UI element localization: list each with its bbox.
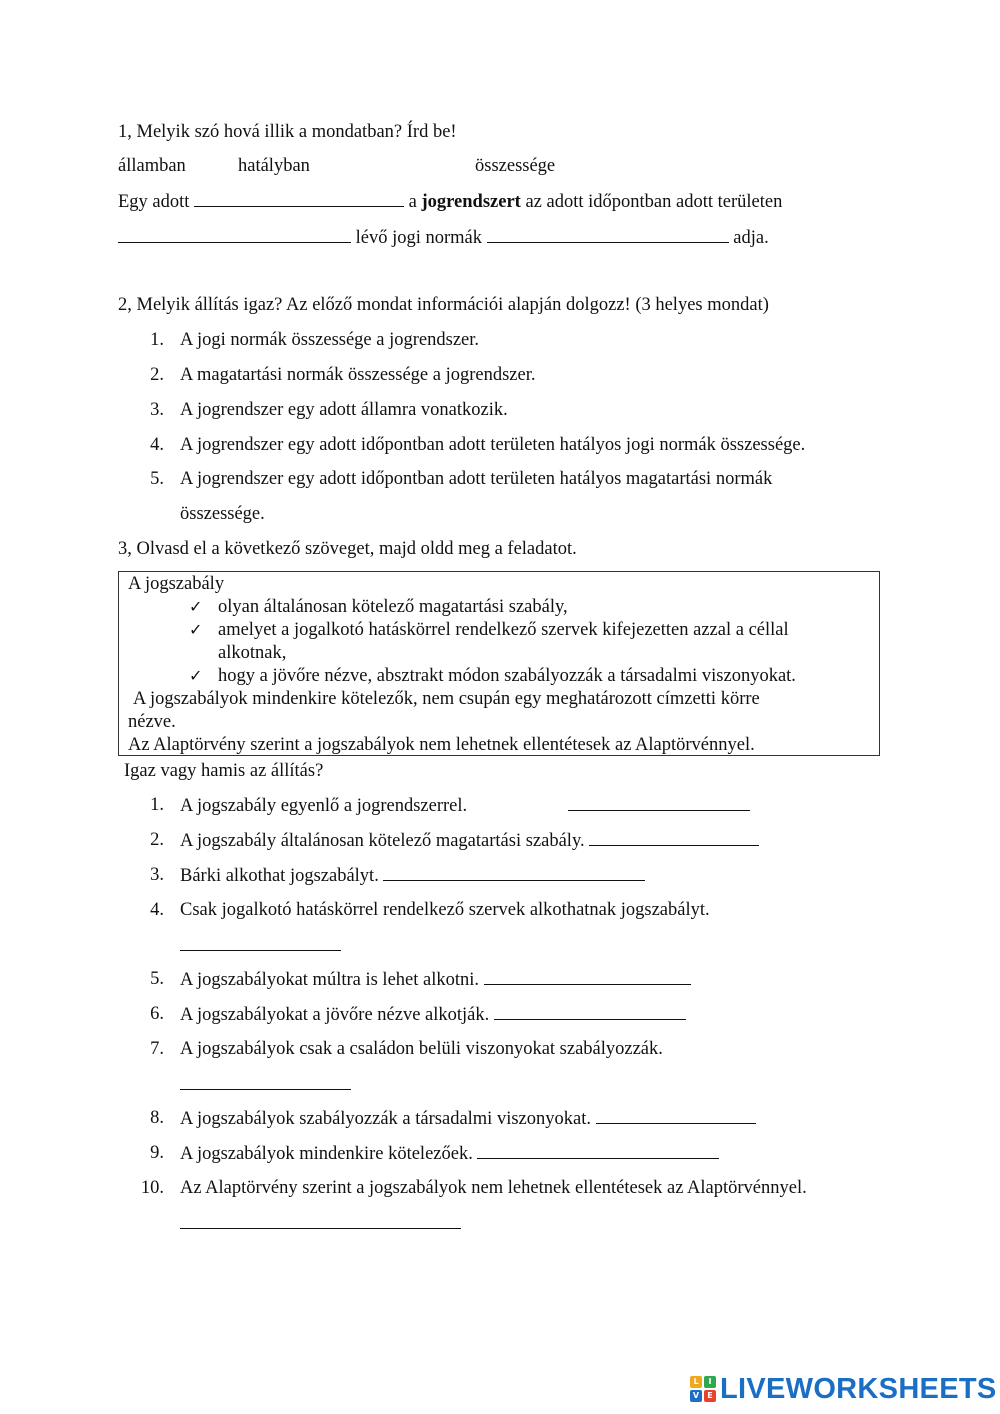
q3-item-text: A jogszabályok szabályozzák a társadalmi viszonyokat. [180,1109,591,1129]
q2-item-number: 3. [150,400,164,420]
q3-item-text: A jogszabály egyenlő a jogrendszerrel. [180,796,468,816]
info-box-bullet: hogy a jövőre nézve, absztrakt módon szabályozzák a társadalmi viszonyokat. [218,666,796,686]
info-box-paragraph: Az Alaptörvény szerint a jogszabályok nem lehetnek ellentétesek az Alaptörvénnyel. [128,735,755,755]
answer-blank[interactable] [494,1003,686,1020]
q3-item-number: 4. [150,900,164,920]
q1-title: 1, Melyik szó hová illik a mondatban? Írd be! [118,122,457,142]
q2-item-number: 5. [150,469,164,489]
q3-item-number: 2. [150,830,164,850]
answer-blank-1[interactable] [194,190,404,207]
info-box-bullet: amelyet a jogalkotó hatáskörrel rendelkező szervek kifejezetten azzal a céllal [218,620,789,640]
q3-item-number: 1. [150,795,164,815]
logo-text: LIVEWORKSHEETS [720,1372,997,1405]
q1-sentence-line-1 [118,190,782,213]
info-box-paragraph: A jogszabályok mindenkire kötelezők, nem csupán egy meghatározott címzetti körre [133,689,760,709]
logo-mark-square: V [690,1390,702,1402]
q3-title: 3, Olvasd el a következő szöveget, majd oldd meg a feladatot. [118,539,577,559]
logo-mark-square: L [690,1376,702,1388]
q3-item [180,1142,719,1165]
q2-item-number: 1. [150,330,164,350]
q2-item-number: 2. [150,365,164,385]
q1-sentence-line-2 [118,226,769,249]
q2-item[interactable]: A jogrendszer egy adott időpontban adott területen hatályos magatartási normák [180,469,773,489]
q1-text: lévő jogi normák [355,228,483,248]
q3-item [180,794,750,817]
answer-blank[interactable] [180,1073,351,1090]
q3-item-number: 3. [150,865,164,885]
q3-item-text: Az Alaptörvény szerint a jogszabályok nem lehetnek ellentétesek az Alaptörvénnyel. [180,1178,807,1198]
q1-word-option: összessége [475,156,556,176]
answer-blank[interactable] [484,968,691,985]
q3-item-number: 9. [150,1143,164,1163]
answer-blank-2[interactable] [118,226,351,243]
check-icon: ✓ [189,620,203,639]
q2-item[interactable]: A jogrendszer egy adott államra vonatkozik. [180,400,508,420]
answer-blank[interactable] [180,1212,461,1229]
q3-item-text: Bárki alkothat jogszabályt. [180,866,379,886]
q2-item[interactable]: A jogi normák összessége a jogrendszer. [180,330,480,350]
q3-item-blank-line [180,934,341,957]
logo-mark-icon [690,1376,716,1402]
q1-keyword: jogrendszert [421,192,521,212]
answer-blank[interactable] [568,794,750,811]
q1-text: adja. [733,228,769,248]
q3-item-text: A jogszabályokat múltra is lehet alkotni. [180,970,480,990]
q3-item-text: A jogszabályokat a jövőre nézve alkotják. [180,1005,490,1025]
q3-item-blank-line [180,1073,351,1096]
q1-text: Egy adott [118,192,190,212]
q3-item-text: Csak jogalkotó hatáskörrel rendelkező szervek alkothatnak jogszabályt. [180,900,710,920]
logo-mark-square: I [704,1376,716,1388]
q3-item [180,829,759,852]
q3-item [180,968,691,991]
q3-item [180,864,645,887]
q3-item-text: A jogszabályok csak a családon belüli viszonyokat szabályozzák. [180,1039,663,1059]
answer-blank[interactable] [589,829,759,846]
q2-title: 2, Melyik állítás igaz? Az előző mondat információi alapján dolgozz! (3 helyes mondat) [118,295,769,315]
q3-item-number: 10. [140,1178,164,1198]
q3-item-number: 7. [150,1039,164,1059]
q3-subtitle: Igaz vagy hamis az állítás? [124,761,324,781]
answer-blank[interactable] [180,934,341,951]
q3-item-text: A jogszabály általánosan kötelező magatartási szabály. [180,831,585,851]
info-box-paragraph-continuation: nézve. [128,712,176,732]
q1-word-option: államban [118,156,186,176]
info-box-bullet: olyan általánosan kötelező magatartási szabály, [218,597,568,617]
check-icon: ✓ [189,666,203,685]
q2-item[interactable]: A jogrendszer egy adott időpontban adott területen hatályos jogi normák összessége. [180,435,806,455]
q2-item[interactable]: A magatartási normák összessége a jogrendszer. [180,365,536,385]
q3-item-blank-line [180,1212,461,1235]
q3-item-number: 5. [150,969,164,989]
q1-word-option: hatályban [238,156,310,176]
liveworksheets-logo [690,1373,997,1405]
logo-mark-square: E [704,1390,716,1402]
check-icon: ✓ [189,597,203,616]
answer-blank[interactable] [477,1142,719,1159]
answer-blank[interactable] [596,1107,756,1124]
q3-item [180,1003,686,1026]
q1-text: a [408,192,417,212]
q3-item-number: 6. [150,1004,164,1024]
q3-item-text: A jogszabályok mindenkire kötelezőek. [180,1144,473,1164]
info-box-bullet-continuation: alkotnak, [218,643,287,663]
answer-blank-3[interactable] [487,226,729,243]
q2-item-continuation: összessége. [180,504,265,524]
q2-item-number: 4. [150,435,164,455]
q1-text: az adott időpontban adott területen [525,192,783,212]
q3-item [180,1107,756,1130]
answer-blank[interactable] [383,864,645,881]
info-box-heading: A jogszabály [128,574,225,594]
q3-item-number: 8. [150,1108,164,1128]
